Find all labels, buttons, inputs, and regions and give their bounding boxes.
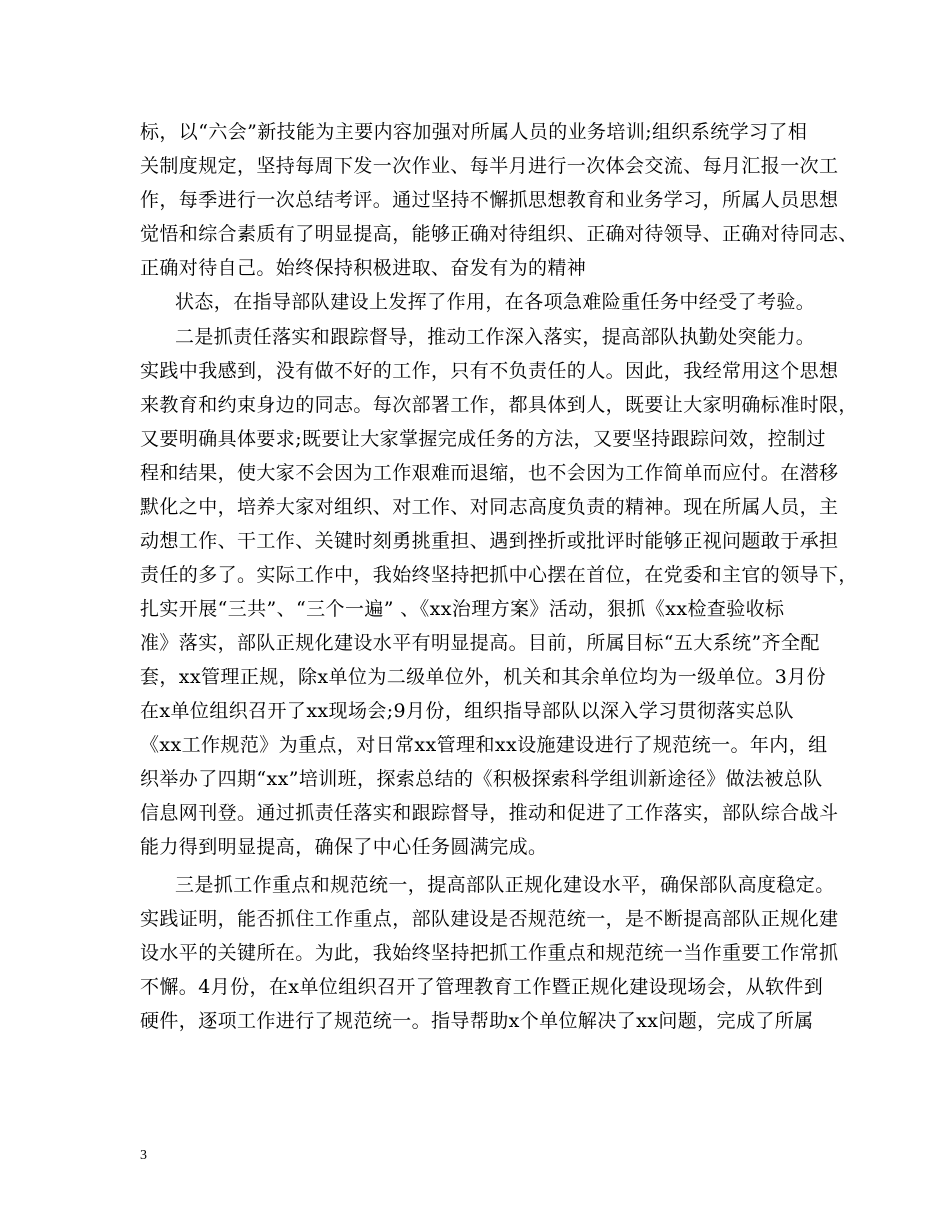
text-line: 来教育和约束身边的同志。每次部署工作，都具体到人，既要让大家明确标准时限， bbox=[140, 394, 858, 416]
page-number: 3 bbox=[140, 1148, 147, 1163]
text-line: 准》落实，部队正规化建设水平有明显提高。目前，所属目标“五大系统”齐全配 bbox=[140, 632, 820, 654]
text-line: 能力得到明显提高，确保了中心任务圆满完成。 bbox=[140, 836, 548, 858]
text-line: 关制度规定，坚持每周下发一次作业、每半月进行一次体会交流、每月汇报一次工 bbox=[140, 155, 839, 177]
text-line: 实践证明，能否抓住工作重点，部队建设是否规范统一，是不断提高部队正规化建 bbox=[140, 908, 839, 930]
text-line: 信息网刊登。通过抓责任落实和跟踪督导，推动和促进了工作落实，部队综合战斗 bbox=[140, 802, 839, 824]
text-line: 觉悟和综合素质有了明显提高，能够正确对待组织、正确对待领导、正确对待同志、 bbox=[140, 223, 858, 245]
text-line: 实践中我感到，没有做不好的工作，只有不负责任的人。因此，我经常用这个思想 bbox=[140, 360, 839, 382]
text-line: 程和结果，使大家不会因为工作艰难而退缩，也不会因为工作简单而应付。在潜移 bbox=[140, 462, 839, 484]
text-line: 三是抓工作重点和规范统一，提高部队正规化建设水平，确保部队高度稳定。 bbox=[175, 874, 835, 896]
text-line: 责任的多了。实际工作中，我始终坚持把抓中心摆在首位，在党委和主官的领导下， bbox=[140, 564, 858, 586]
text-line: 又要明确具体要求;既要让大家掌握完成任务的方法，又要坚持跟踪问效，控制过 bbox=[140, 428, 826, 450]
text-line: 扎实开展“三共”、“三个一遍” 、《xx治理方案》活动，狠抓《xx检查验收标 bbox=[140, 598, 785, 620]
text-line: 状态，在指导部队建设上发挥了作用，在各项急难险重任务中经受了考验。 bbox=[175, 291, 816, 313]
text-line: 设水平的关键所在。为此，我始终坚持把抓工作重点和规范统一当作重要工作常抓 bbox=[140, 942, 839, 964]
text-line: 默化之中，培养大家对组织、对工作、对同志高度负责的精神。现在所属人员，主 bbox=[140, 496, 839, 518]
text-line: 标，以“六会”新技能为主要内容加强对所属人员的业务培训;组织系统学习了相 bbox=[140, 121, 808, 143]
text-line: 动想工作、干工作、关键时刻勇挑重担、遇到挫折或批评时能够正视问题敢于承担 bbox=[140, 530, 839, 552]
text-line: 不懈。4月份，在x单位组织召开了管理教育工作暨正规化建设现场会，从软件到 bbox=[140, 976, 824, 998]
text-line: 硬件，逐项工作进行了规范统一。指导帮助x个单位解决了xx问题，完成了所属 bbox=[140, 1010, 814, 1032]
text-line: 《xx工作规范》为重点，对日常xx管理和xx设施建设进行了规范统一。年内，组 bbox=[140, 734, 828, 756]
text-line: 套，xx管理正规，除x单位为二级单位外，机关和其余单位均为一级单位。3月份 bbox=[140, 666, 827, 688]
text-line: 正确对待自己。始终保持积极进取、奋发有为的精神 bbox=[140, 257, 587, 279]
text-line: 作，每季进行一次总结考评。通过坚持不懈抓思想教育和业务学习，所属人员思想 bbox=[140, 189, 839, 211]
text-line: 在x单位组织召开了xx现场会;9月份，组织指导部队以深入学习贯彻落实总队 bbox=[140, 700, 795, 722]
text-line: 织举办了四期“xx”培训班，探索总结的《积极探索科学组训新途径》做法被总队 bbox=[140, 768, 823, 790]
text-line: 二是抓责任落实和跟踪督导，推动工作深入落实，提高部队执勤处突能力。 bbox=[175, 326, 816, 348]
